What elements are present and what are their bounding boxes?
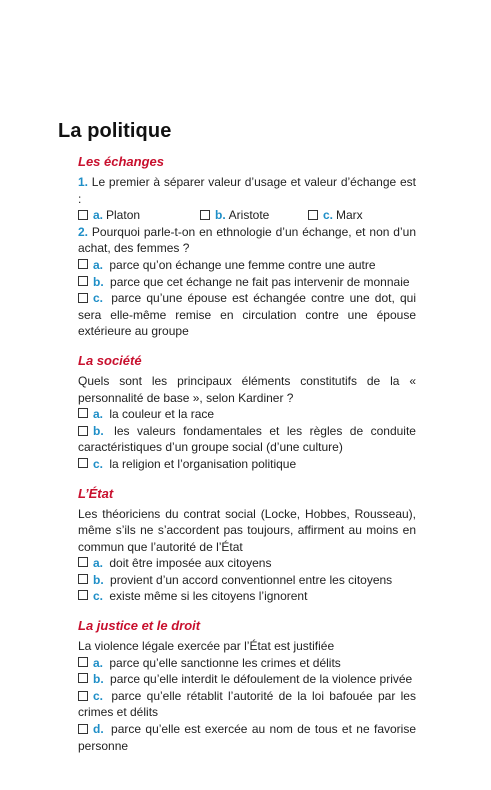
option-letter: a. — [93, 556, 104, 571]
option-text: la religion et l’organisation politique — [109, 456, 297, 471]
option-letter: d. — [93, 722, 104, 737]
option-b[interactable] — [200, 207, 308, 224]
section-title-societe: La société — [78, 352, 142, 368]
option-letter: b. — [93, 423, 104, 438]
option-text: provient d’un accord conventionnel entre les citoyens — [110, 572, 393, 587]
option-letter: b. — [215, 208, 226, 223]
option-b[interactable] — [78, 423, 416, 456]
question-1-options — [78, 207, 416, 224]
section-echanges — [78, 153, 416, 340]
option-text: parce qu’elle rétablit l’autorité de la loi bafouée par les crimes et délits — [78, 688, 416, 720]
option-text: les valeurs fondamentales et les règles de conduite caractéristiques d’un groupe social (d’une culture) — [78, 423, 416, 455]
checkbox[interactable] — [78, 293, 88, 303]
checkbox[interactable] — [78, 590, 88, 600]
checkbox[interactable] — [78, 657, 88, 667]
checkbox[interactable] — [78, 691, 88, 701]
option-letter: a. — [93, 655, 104, 670]
checkbox[interactable] — [78, 426, 88, 436]
option-letter: c. — [93, 688, 104, 703]
section-justice — [78, 617, 416, 754]
question-number: 2. — [78, 224, 89, 239]
option-text: parce qu’une épouse est échangée contre une dot, qui sera elle-même remise en circulation contre une épouse extérieure au groupe — [78, 291, 416, 339]
option-a[interactable] — [78, 655, 416, 672]
section-etat — [78, 485, 416, 606]
option-c[interactable] — [78, 588, 416, 605]
option-b[interactable] — [78, 671, 416, 688]
page-title: La politique — [58, 120, 172, 142]
option-text: parce qu’on échange une femme contre une autre — [109, 257, 376, 272]
option-b[interactable] — [78, 274, 416, 291]
option-text: Platon — [106, 208, 141, 223]
option-letter: c. — [93, 589, 104, 604]
quiz-content — [78, 153, 416, 766]
checkbox[interactable] — [78, 458, 88, 468]
question-1 — [78, 174, 416, 207]
option-letter: b. — [93, 672, 104, 687]
option-b[interactable] — [78, 572, 416, 589]
option-a[interactable] — [78, 257, 416, 274]
option-text: parce qu’elle interdit le défoulement de la violence privée — [110, 672, 413, 687]
section-title-etat: L’État — [78, 485, 114, 501]
option-a[interactable] — [78, 406, 416, 423]
section-societe — [78, 352, 416, 473]
question-text: Les théoriciens du contrat social (Locke, Hobbes, Rousseau), même s’ils ne s’accordent pas toujours, affirment au moins en commun que l’autorité de l’État — [78, 506, 416, 554]
option-letter: b. — [93, 274, 104, 289]
checkbox[interactable] — [78, 259, 88, 269]
option-letter: c. — [323, 208, 334, 223]
option-letter: a. — [93, 257, 104, 272]
option-letter: b. — [93, 572, 104, 587]
option-text: Marx — [336, 208, 363, 223]
option-a[interactable] — [78, 555, 416, 572]
option-letter: c. — [93, 291, 104, 306]
option-text: existe même si les citoyens l’ignorent — [109, 589, 308, 604]
question-text: La violence légale exercée par l’État est justifiée — [78, 639, 335, 654]
question-text: Pourquoi parle-t-on en ethnologie d’un échange, et non d’un achat, des femmes ? — [78, 224, 416, 256]
option-text: parce qu’elle est exercée au nom de tous et ne favorise personne — [78, 722, 417, 753]
question-text: Quels sont les principaux éléments constitutifs de la « personnalité de base », selon Kardiner ? — [78, 373, 416, 405]
option-text: parce qu’elle sanctionne les crimes et délits — [109, 655, 341, 670]
option-text: parce que cet échange ne fait pas intervenir de monnaie — [110, 274, 410, 289]
option-text: doit être imposée aux citoyens — [109, 556, 272, 571]
option-a[interactable] — [78, 207, 200, 224]
option-d[interactable] — [78, 721, 416, 754]
option-c[interactable] — [78, 290, 416, 340]
question-number: 1. — [78, 175, 89, 189]
option-c[interactable] — [308, 207, 363, 224]
section-title-justice: La justice et le droit — [78, 618, 201, 634]
checkbox[interactable] — [200, 210, 210, 220]
checkbox[interactable] — [78, 408, 88, 418]
checkbox[interactable] — [78, 276, 88, 286]
question-text: Le premier à séparer valeur d’usage et valeur d’échange est : — [78, 175, 416, 206]
checkbox[interactable] — [78, 673, 88, 683]
checkbox[interactable] — [78, 724, 88, 734]
option-text: la couleur et la race — [109, 407, 215, 422]
question-2 — [78, 224, 416, 257]
option-c[interactable] — [78, 688, 416, 721]
section-title-echanges: Les échanges — [78, 154, 164, 169]
option-letter: a. — [93, 407, 104, 422]
checkbox[interactable] — [78, 210, 88, 220]
option-letter: c. — [93, 456, 104, 471]
checkbox[interactable] — [78, 574, 88, 584]
checkbox[interactable] — [78, 557, 88, 567]
option-text: Aristote — [228, 208, 270, 223]
option-letter: a. — [93, 208, 104, 223]
option-c[interactable] — [78, 456, 416, 473]
checkbox[interactable] — [308, 210, 318, 220]
